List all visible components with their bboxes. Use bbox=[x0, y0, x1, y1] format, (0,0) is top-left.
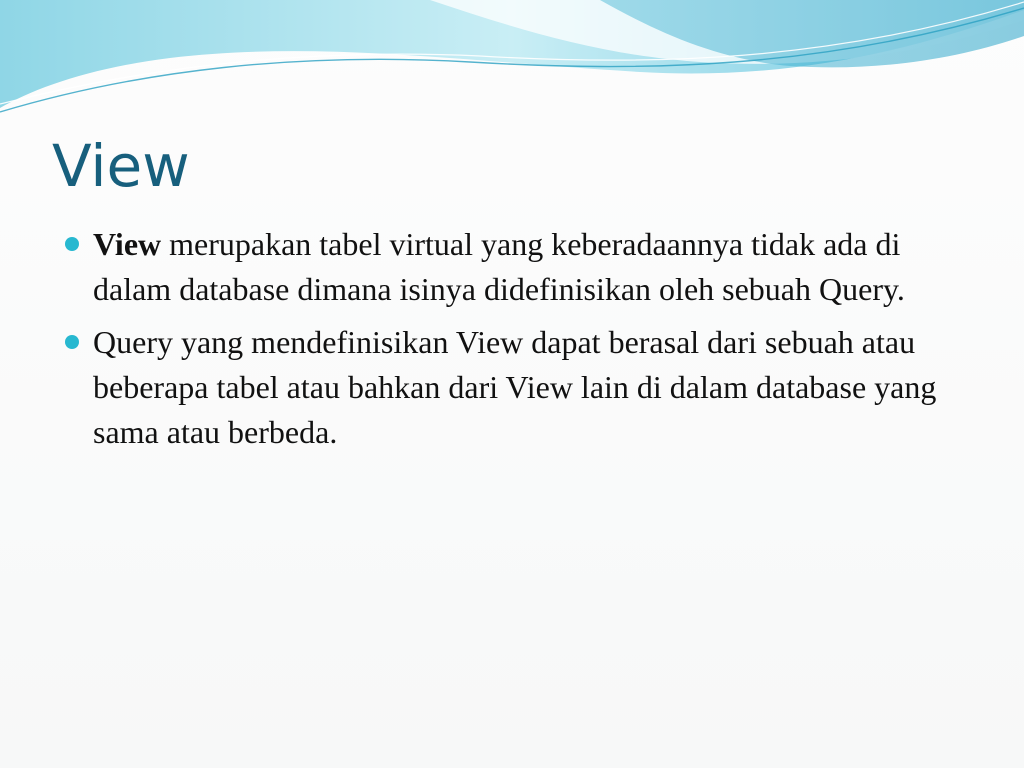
slide-title: View bbox=[52, 132, 190, 200]
bullet-item bbox=[60, 222, 980, 312]
bullet-icon bbox=[65, 237, 79, 251]
bullet-text: Query yang mendefinisikan View dapat berasal dari sebuah atau beberapa tabel atau bahkan dari View lain di dalam database yang sama atau berbeda. bbox=[93, 324, 937, 450]
bullet-item bbox=[60, 320, 980, 455]
bullet-list bbox=[60, 222, 980, 463]
header-wave-decoration bbox=[0, 0, 1024, 130]
bullet-icon bbox=[65, 335, 79, 349]
bullet-text: merupakan tabel virtual yang keberadaannya tidak ada di dalam database dimana isinya didefinisikan oleh sebuah Query. bbox=[93, 226, 905, 307]
bullet-bold-term: View bbox=[93, 226, 162, 262]
